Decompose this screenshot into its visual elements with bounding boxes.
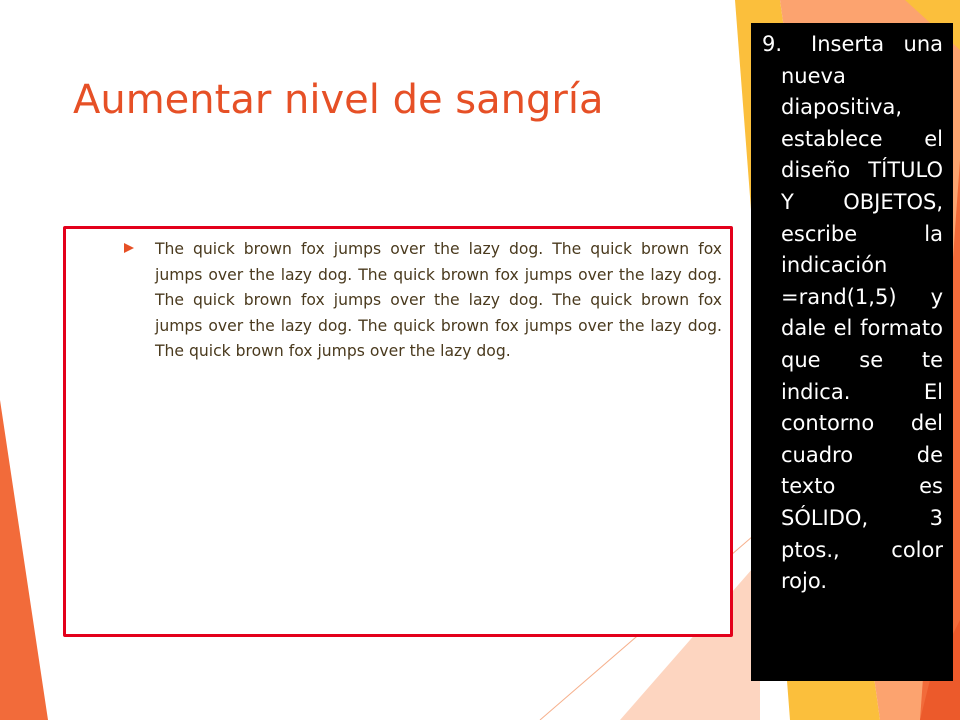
instruction-text: Inserta una nueva diapositiva, establece el diseño TÍTULO Y OBJETOS, escribe la indicación =rand(1,5) y dale el formato que se te indica. El contorno del cuadro de texto es SÓLIDO, 3 ptos., color rojo. bbox=[781, 32, 943, 594]
bullet-text[interactable]: The quick brown fox jumps over the lazy dog. The quick brown fox jumps over the lazy dog. The quick brown fox jumps over the lazy dog. The quick brown fox jumps over the lazy dog. The quick brown fox jumps over the lazy dog. The quick brown fox jumps over the lazy dog. The quick brown fox jumps over the lazy dog. bbox=[155, 240, 722, 361]
slide-title[interactable]: Aumentar nivel de sangría bbox=[73, 77, 604, 123]
bullet-item[interactable] bbox=[124, 237, 722, 365]
instruction-panel bbox=[751, 23, 953, 681]
instruction-number: 9. bbox=[762, 32, 783, 56]
right-triangle-bullet-icon bbox=[124, 243, 134, 253]
content-text-box[interactable] bbox=[63, 226, 733, 637]
accent-left-orange-sliver bbox=[0, 400, 48, 720]
